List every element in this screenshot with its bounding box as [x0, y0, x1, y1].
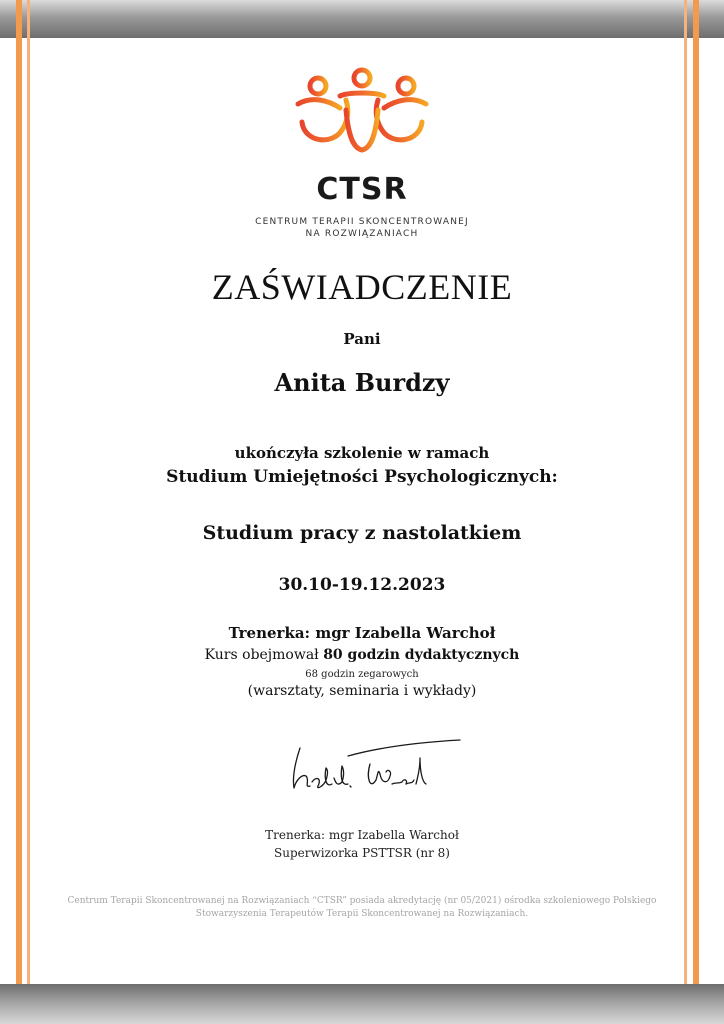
hours-prefix: Kurs obejmował [204, 647, 324, 663]
accreditation-footer [0, 895, 724, 921]
brand-subtitle-line2: NA ROZWIĄZANIACH [305, 229, 419, 239]
hours-bold: 80 godzin dydaktycznych [323, 647, 520, 663]
hours-line [0, 647, 724, 663]
bottom-border-bar [0, 984, 724, 1024]
clock-hours: 68 godzin zegarowych [305, 669, 419, 680]
signature-name: Trenerka: mgr Izabella Warchoł [265, 828, 459, 842]
ctsr-logo-people-icon [288, 66, 436, 156]
footer-line2: Stowarzyszenia Terapeutów Terapii Skoncentrowanej na Rozwiązaniach. [195, 909, 529, 919]
handwritten-signature [284, 734, 464, 796]
trainer-line: Trenerka: mgr Izabella Warchoł [228, 624, 496, 642]
completion-statement: ukończyła szkolenie w ramach [234, 444, 490, 462]
salutation: Pani [343, 330, 381, 348]
certificate-title: ZAŚWIADCZENIE [211, 267, 513, 307]
program-name: Studium Umiejętności Psychologicznych: [166, 467, 558, 487]
course-forms: (warsztaty, seminaria i wykłady) [247, 683, 477, 699]
top-border-bar [0, 0, 724, 38]
course-name: Studium pracy z nastolatkiem [202, 522, 522, 544]
footer-line1: Centrum Terapii Skoncentrowanej na Rozwiązaniach “CTSR” posiada akredytację (nr 05/2021) ośrodka szkoleniowego Polskiego [67, 896, 657, 906]
right-outer-border [693, 0, 699, 1024]
right-inner-border [684, 0, 687, 1024]
signature-role: Superwizorka PSTTSR (nr 8) [274, 846, 450, 860]
brand-subtitle-line1: CENTRUM TERAPII SKONCENTROWANEJ [255, 217, 469, 227]
brand-name: CTSR [316, 172, 408, 207]
left-outer-border [16, 0, 22, 1024]
course-dates: 30.10-19.12.2023 [278, 575, 446, 595]
recipient-name: Anita Burdzy [274, 368, 450, 397]
